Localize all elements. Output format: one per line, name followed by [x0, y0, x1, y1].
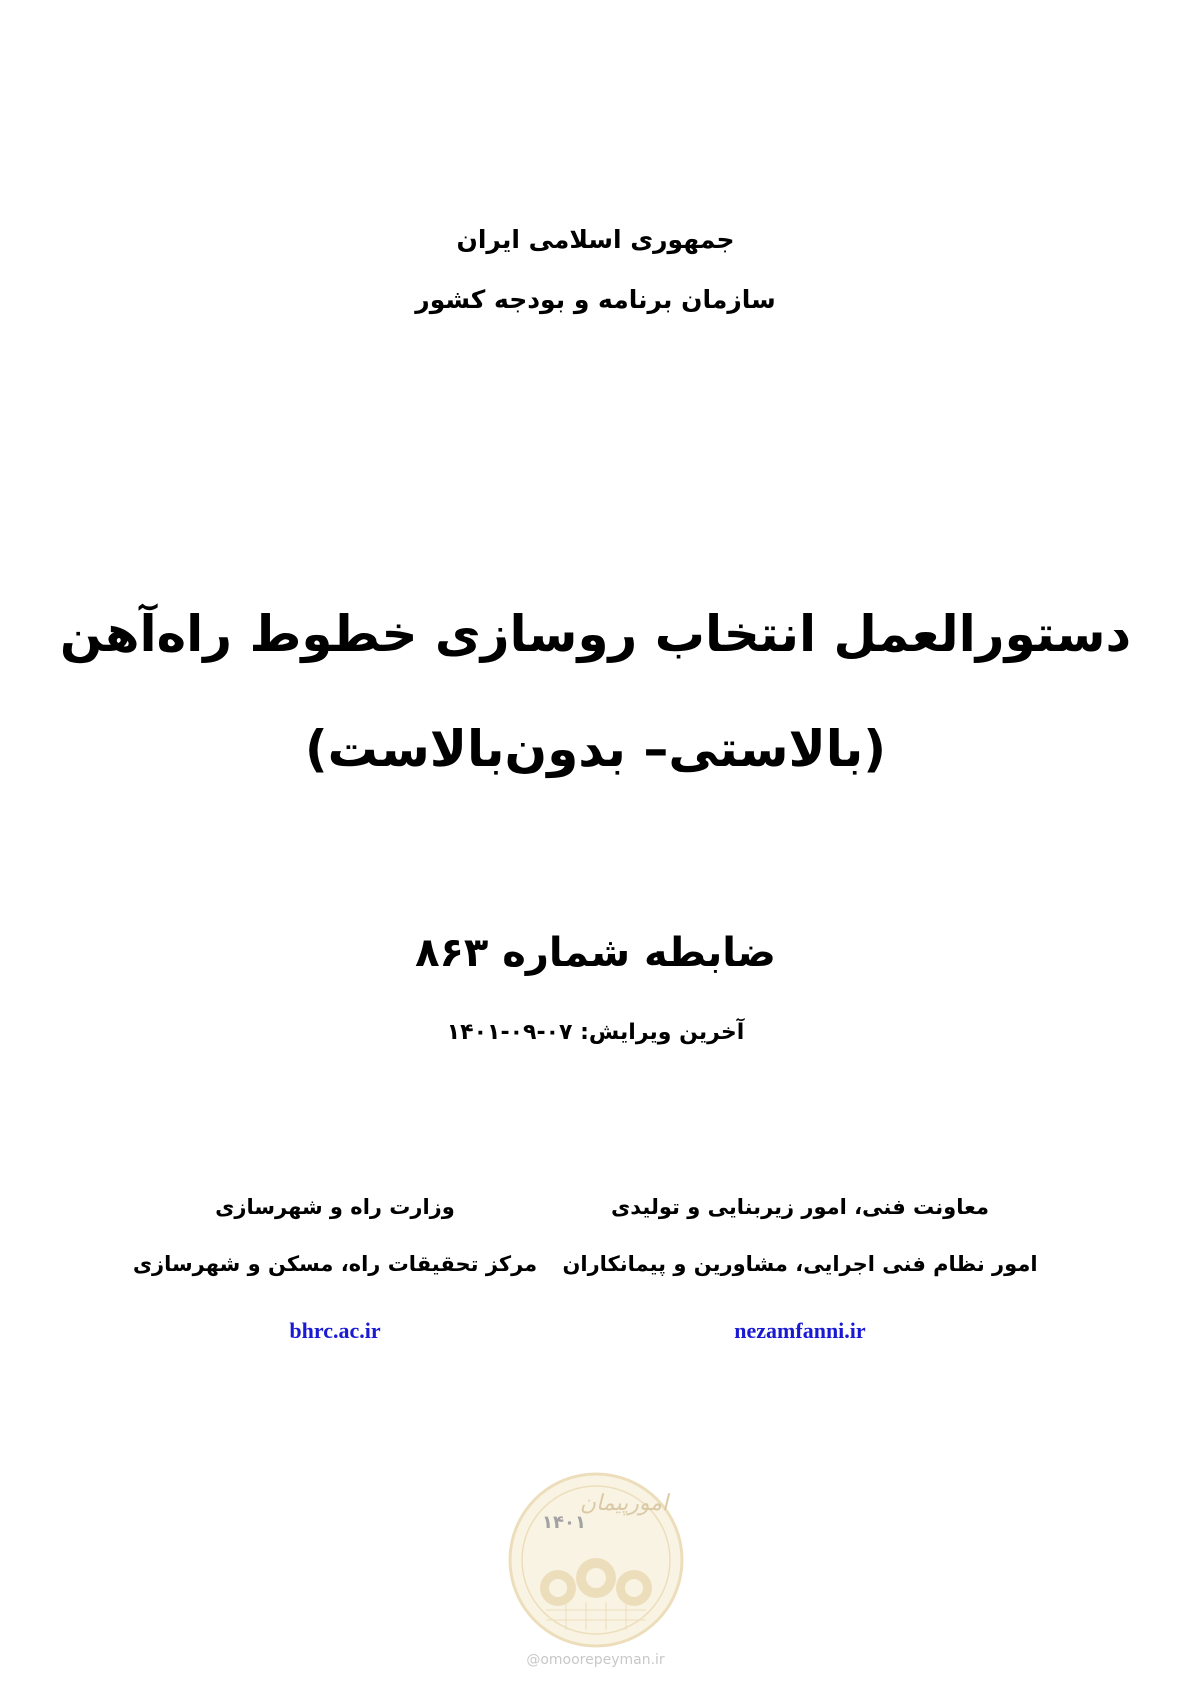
- header-country: جمهوری اسلامی ایران: [456, 225, 735, 254]
- left-column-line1: وزارت راه و شهرسازی: [215, 1195, 455, 1219]
- omoorepeyman-seal-icon: [506, 1470, 686, 1650]
- svg-text:۱۴۰۱: ۱۴۰۱: [542, 1512, 586, 1533]
- watermark-text: @omoorepeyman.ir: [526, 1652, 665, 1668]
- right-column-link-wrap: [560, 1318, 1040, 1344]
- left-column-link-wrap: [95, 1318, 575, 1344]
- header-organization: سازمان برنامه و بودجه کشور: [415, 285, 776, 314]
- code-number: ضابطه شماره ۸۶۳: [415, 930, 776, 976]
- left-column-line2: مرکز تحقیقات راه، مسکن و شهرسازی: [132, 1252, 538, 1276]
- document-title-line1: دستورالعمل انتخاب روسازی خطوط راه‌آهن: [59, 605, 1132, 663]
- right-column-line2: امور نظام فنی اجرایی، مشاورین و پیمانکاران: [562, 1252, 1038, 1276]
- nezamfanni-link[interactable]: nezamfanni.ir: [734, 1318, 866, 1343]
- right-column-line1: معاونت فنی، امور زیربنایی و تولیدی: [611, 1195, 989, 1219]
- bhrc-link[interactable]: bhrc.ac.ir: [289, 1318, 381, 1343]
- last-edit-date: آخرین ویرایش: ۰۷-۰۹-۱۴۰۱: [446, 1020, 745, 1045]
- document-title-line2: (بالاستی– بدون‌بالاست): [304, 720, 887, 778]
- svg-text:امورپیمان: امورپیمان: [579, 1491, 669, 1516]
